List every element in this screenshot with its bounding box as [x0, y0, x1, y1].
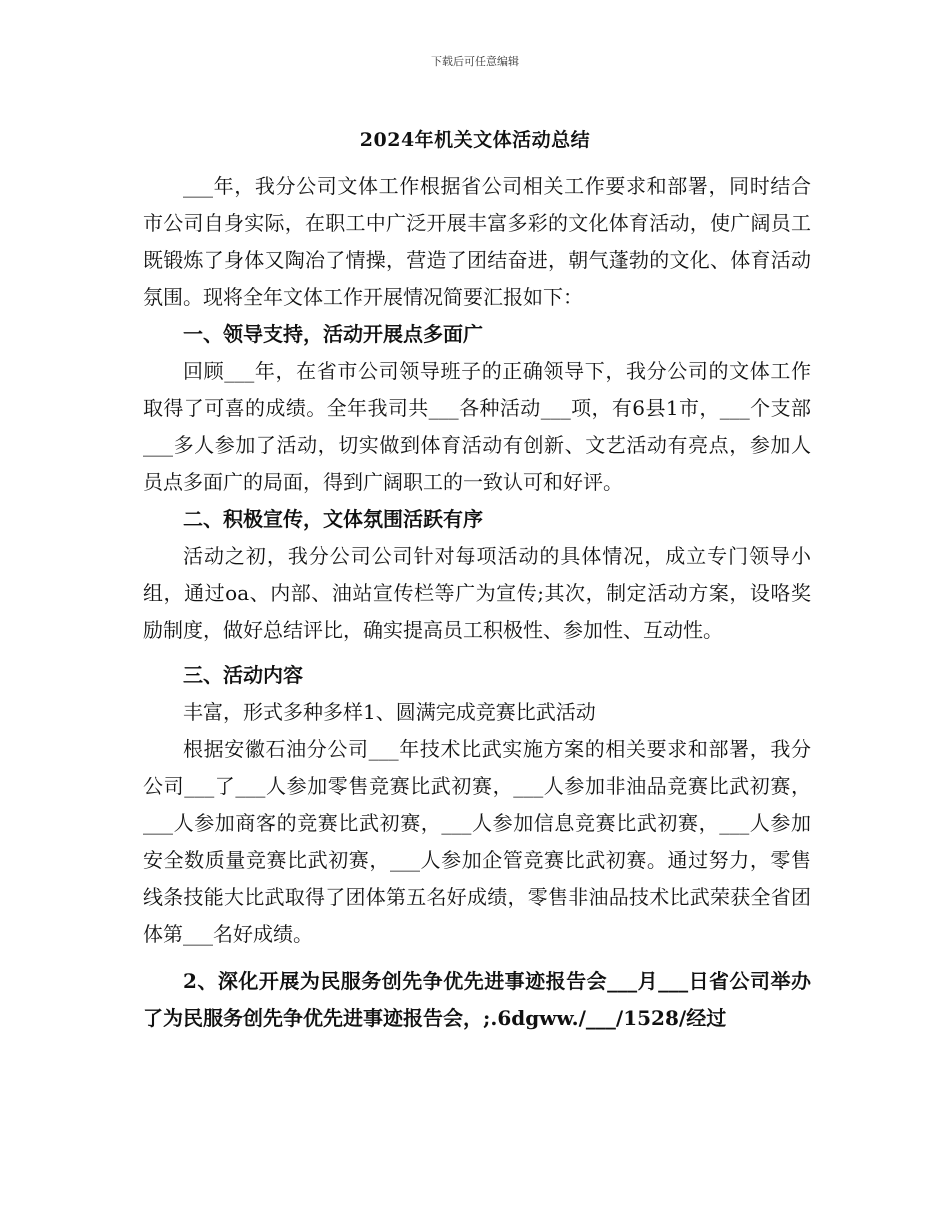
header-note: 下载后可任意编辑: [431, 55, 519, 68]
intro-paragraph: ___年，我分公司文体工作根据省公司相关工作要求和部署，同时结合市公司自身实际，在职工中广泛开展丰富多彩的文化体育活动，使广阔员工既锻炼了身体又陶冶了情操，营造了团结奋进，朝气蓬勃的文化、体育活动氛围。现将全年文体工作开展情况简要汇报如下：: [143, 174, 811, 309]
section-heading-3: 三、活动内容: [183, 663, 303, 687]
section-3-subtitle: 丰富，形式多种多样1、圆满完成竞赛比武活动: [183, 700, 596, 724]
document-body: [143, 168, 811, 1037]
item-2-paragraph: 2、深化开展为民服务创先争优先进事迹报告会___月___日省公司举办了为民服务创先争优先进事迹报告会，;.6dgww./___/1528/经过: [143, 969, 811, 1030]
section-heading-2: 二、积极宣传，文体氛围活跃有序: [183, 507, 483, 531]
document-title: 2024年机关文体活动总结: [359, 129, 591, 151]
section-2-paragraph: 活动之初，我分公司公司针对每项活动的具体情况，成立专门领导小组，通过oa、内部、油站宣传栏等广为宣传;其次，制定活动方案，设咯奖励制度，做好总结评比，确实提高员工积极性、参加性、互动性。: [143, 544, 811, 642]
section-3-paragraph: 根据安徽石油分公司___年技术比武实施方案的相关要求和部署，我分公司___了___人参加零售竞赛比武初赛，___人参加非油品竞赛比武初赛，___人参加商客的竞赛比武初赛，___人参加信息竞赛比武初赛，___人参加安全数质量竞赛比武初赛，___人参加企管竞赛比武初赛。通过努力，零售线条技能大比武取得了团体第五名好成绩，零售非油品技术比武荣获全省团体第___名好成绩。: [143, 737, 811, 946]
section-heading-1: 一、领导支持，活动开展点多面广: [183, 322, 483, 346]
section-1-paragraph: 回顾___年，在省市公司领导班子的正确领导下，我分公司的文体工作取得了可喜的成绩。全年我司共___各种活动___项，有6县1市，___个支部___多人参加了活动，切实做到体育活动有创新、文艺活动有亮点，参加人员点多面广的局面，得到广阔职工的一致认可和好评。: [143, 359, 811, 494]
